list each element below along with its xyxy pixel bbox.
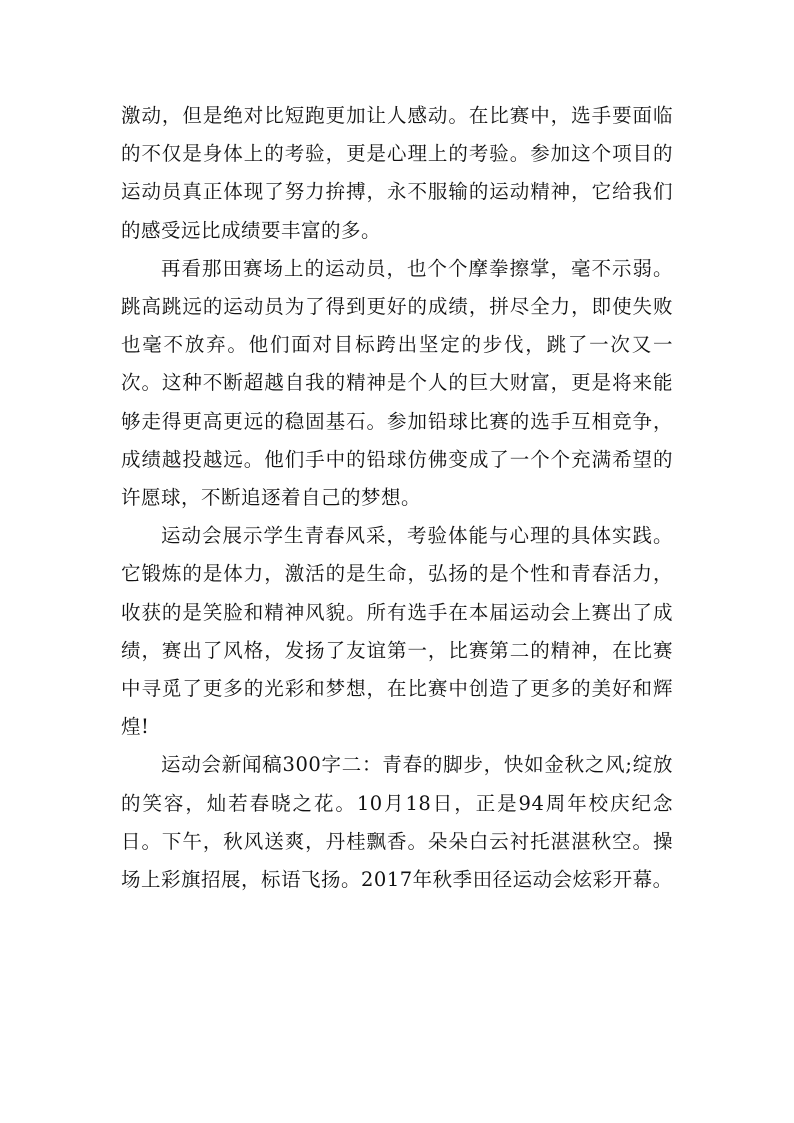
paragraph-summary: 运动会展示学生青春风采，考验体能与心理的具体实践。它锻炼的是体力，激活的是生命，弘扬的是个性和青春活力，收获的是笑脸和精神风貌。所有选手在本届运动会上赛出了成绩，赛出了风格，发扬了友谊第一，比赛第二的精神，在比赛中寻觅了更多的光彩和梦想，在比赛中创造了更多的美好和辉煌!: [121, 524, 673, 739]
paragraph-news-article-two: 运动会新闻稿300字二：青春的脚步，快如金秋之风;绽放的笑容，灿若春晓之花。10月18日，正是94周年校庆纪念日。下午，秋风送爽，丹桂飘香。朵朵白云衬托湛湛秋空。操场上彩旗招展，标语飞扬。2017年秋季田径运动会炫彩开幕。: [121, 753, 673, 892]
paragraph-continuation: 激动，但是绝对比短跑更加让人感动。在比赛中，选手要面临的不仅是身体上的考验，更是心理上的考验。参加这个项目的运动员真正体现了努力拚搏，永不服输的运动精神，它给我们的感受远比成绩要丰富的多。: [121, 104, 673, 242]
article-body: [121, 97, 673, 899]
paragraph-field-events: 再看那田赛场上的运动员，也个个摩拳擦掌，毫不示弱。跳高跳远的运动员为了得到更好的成绩，拼尽全力，即使失败也毫不放弃。他们面对目标跨出坚定的步伐，跳了一次又一次。这种不断超越自我的精神是个人的巨大财富，更是将来能够走得更高更远的稳固基石。参加铅球比赛的选手互相竞争，成绩越投越远。他们手中的铅球仿佛变成了一个个充满希望的许愿球，不断追逐着自己的梦想。: [121, 256, 673, 510]
